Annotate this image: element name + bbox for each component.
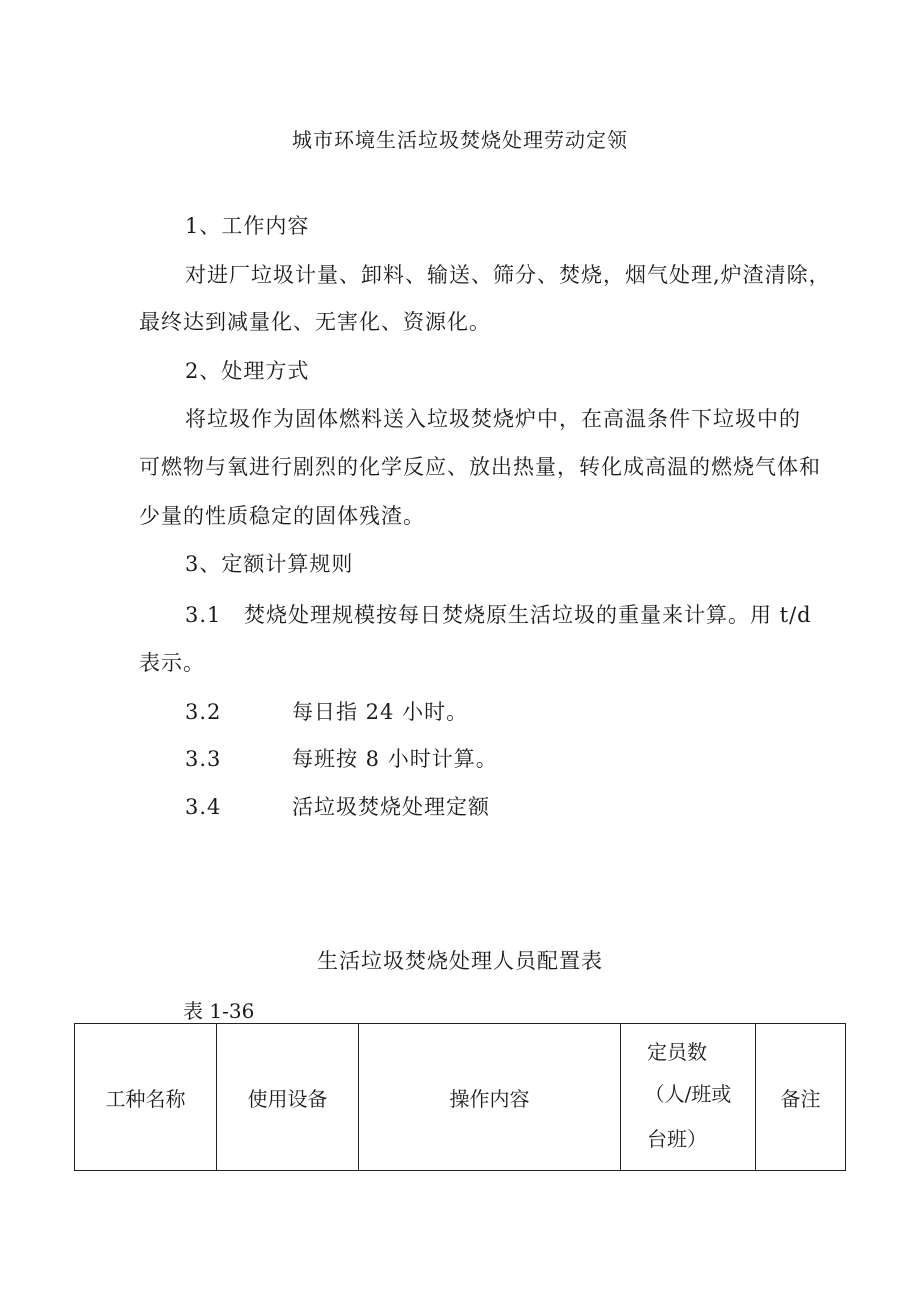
header-equipment: 使用设备	[217, 1024, 359, 1171]
rule-3-2-number: 3.2	[185, 700, 222, 724]
section-2-text-line-1: 将垃圾作为固体燃料送入垃圾焚烧炉中，在高温条件下垃圾中的	[185, 407, 801, 431]
rule-3-1-text: 焚烧处理规模按每日焚烧原生活垃圾的重量来计算。用 t/d	[244, 603, 812, 627]
section-1-text-line-2: 最终达到减量化、无害化、资源化。	[139, 310, 491, 334]
table-title: 生活垃圾焚烧处理人员配置表	[317, 949, 603, 973]
table-number: 表 1-36	[183, 999, 255, 1023]
header-remark: 备注	[756, 1024, 846, 1171]
rule-3-4-number: 3.4	[185, 795, 222, 819]
rule-3-3-text: 每班按 8 小时计算。	[292, 747, 498, 771]
rule-3-1-number: 3.1	[185, 603, 222, 627]
header-quota-line-2: （人/班或	[644, 1082, 732, 1106]
header-quota	[621, 1024, 756, 1171]
staff-table	[74, 1023, 846, 1171]
rule-3-4-text: 活垃圾焚烧处理定额	[292, 795, 490, 819]
section-2-heading: 2、处理方式	[185, 359, 310, 383]
header-quota-line-1: 定员数	[647, 1040, 707, 1064]
section-2-text-line-3: 少量的性质稳定的固体残渣。	[139, 504, 425, 528]
section-2-text-line-2: 可燃物与氧进行剧烈的化学反应、放出热量，转化成高温的燃烧气体和	[139, 455, 821, 479]
header-operation: 操作内容	[359, 1024, 621, 1171]
section-1-text-line-1: 对进厂垃圾计量、卸料、输送、筛分、焚烧，烟气处理,炉渣清除，	[185, 263, 831, 287]
section-3-heading: 3、定额计算规则	[185, 552, 354, 576]
rule-3-2-text: 每日指 24 小时。	[292, 700, 469, 724]
table-header-row	[75, 1024, 846, 1171]
document-title: 城市环境生活垃圾焚烧处理劳动定领	[292, 128, 628, 152]
rule-3-1-continuation: 表示。	[139, 651, 205, 675]
rule-3-3-number: 3.3	[185, 747, 222, 771]
header-job-name: 工种名称	[75, 1024, 217, 1171]
header-quota-line-3: 台班）	[647, 1127, 707, 1151]
section-1-heading: 1、工作内容	[185, 214, 310, 238]
